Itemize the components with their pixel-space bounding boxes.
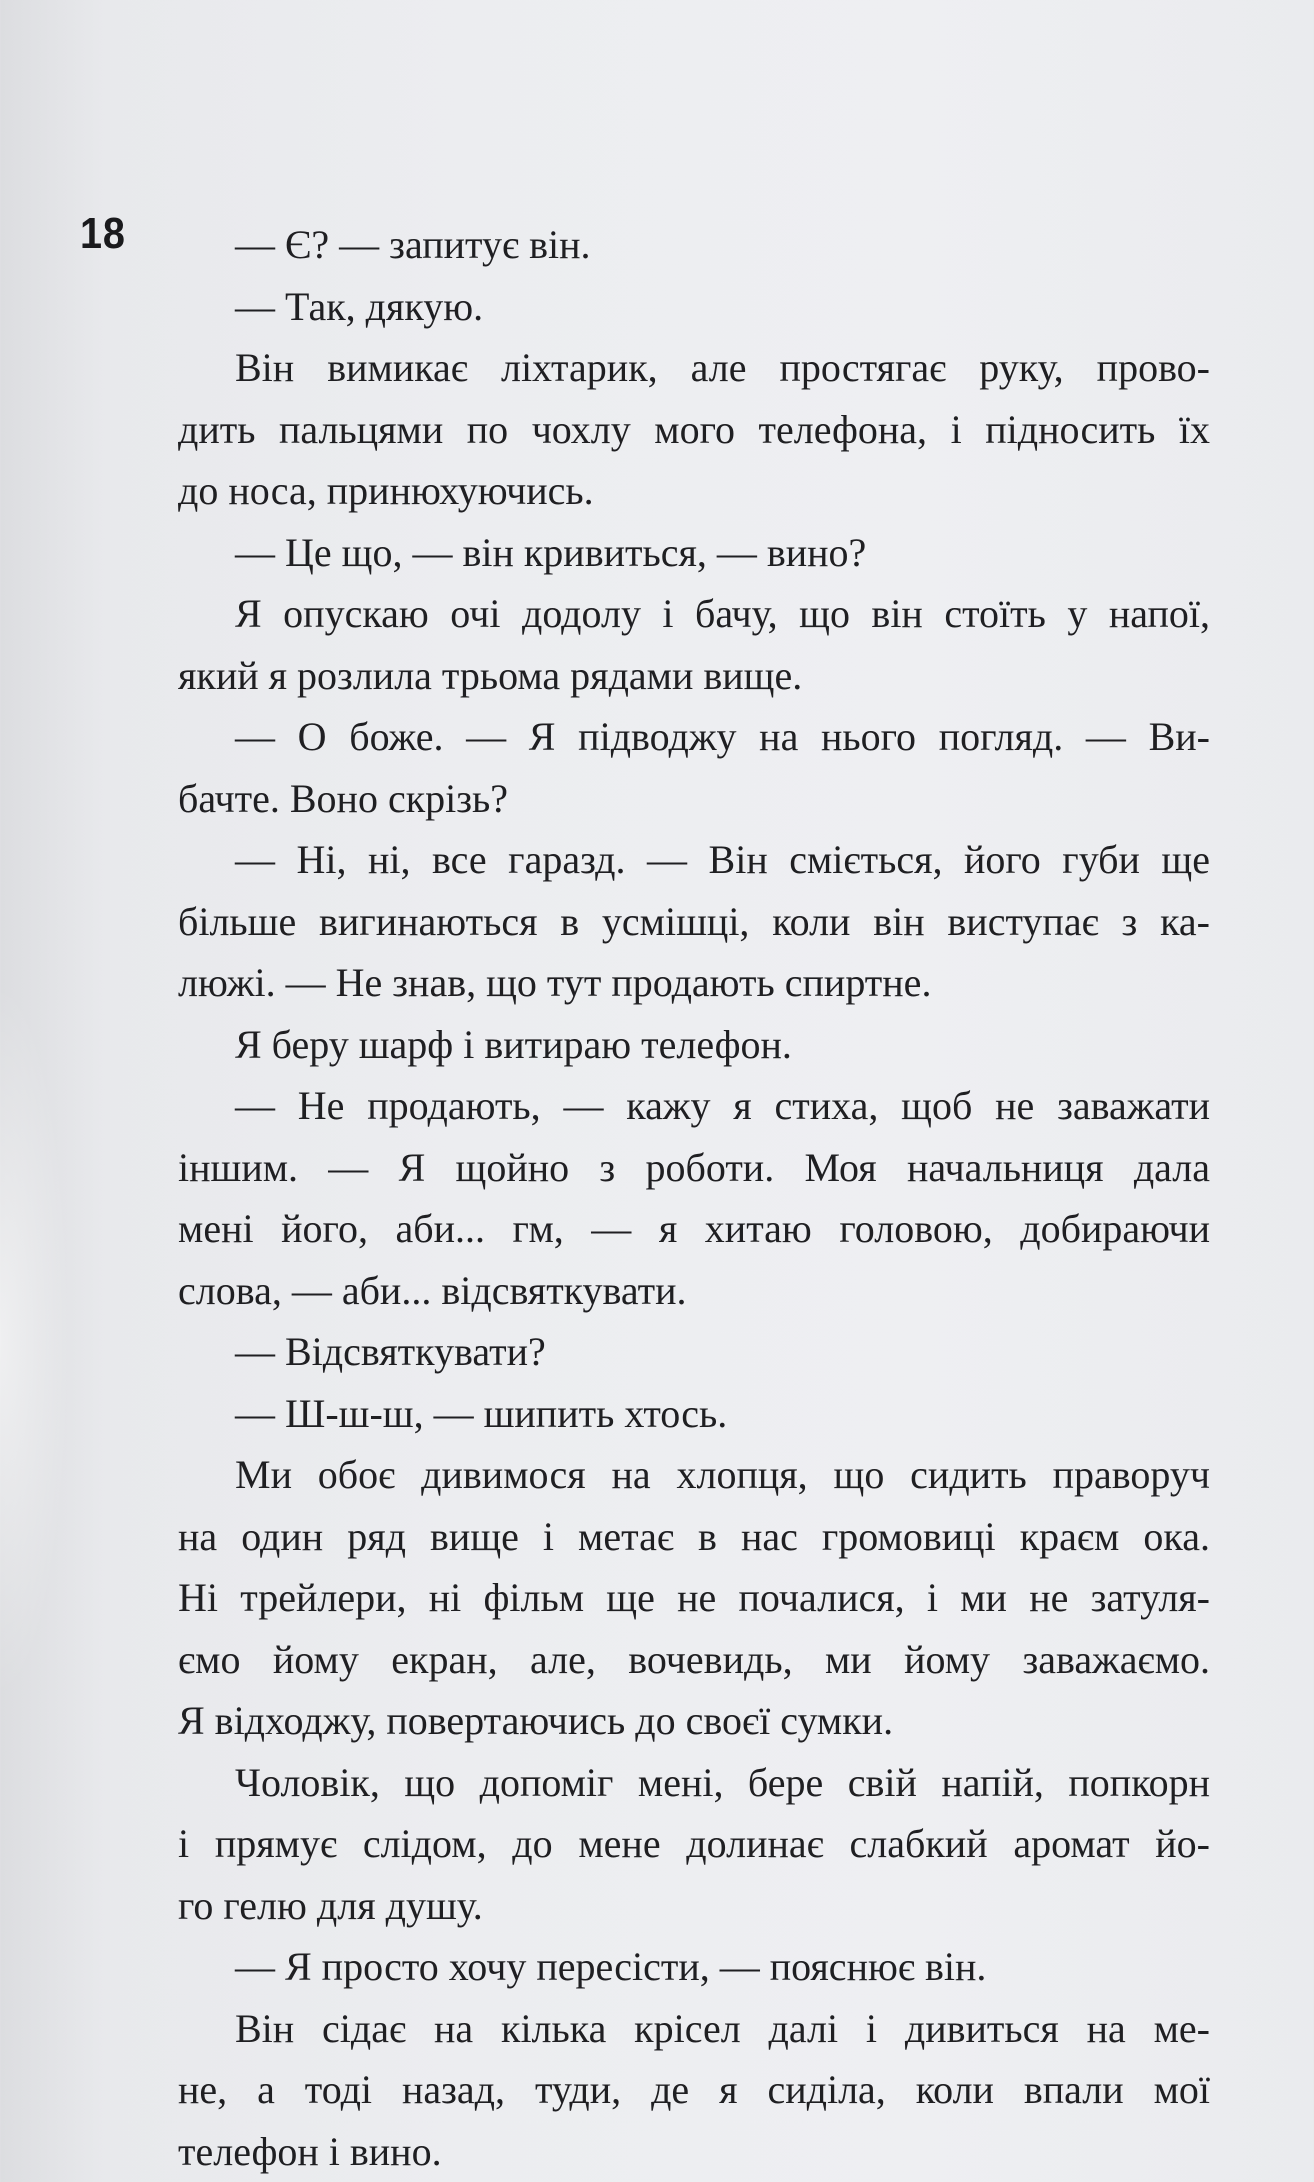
text-line: Я відходжу, повертаючись до своєї сумки. (178, 1690, 1210, 1752)
text-line: слова, — аби... відсвяткувати. (178, 1260, 1210, 1322)
page-number: 18 (80, 212, 126, 256)
text-line: Чоловік, що допоміг мені, бере свій напій, попкорн (178, 1752, 1210, 1814)
text-line: бачте. Воно скрізь? (178, 768, 1210, 830)
text-line: мені його, аби... гм, — я хитаю головою, добираючи (178, 1198, 1210, 1260)
text-line: — Ш-ш-ш, — шипить хтось. (178, 1383, 1210, 1445)
text-line: Ні трейлери, ні фільм ще не почалися, і ми не затуля- (178, 1567, 1210, 1629)
text-line: не, а тоді назад, туди, де я сиділа, коли впали мої (178, 2059, 1210, 2121)
text-line: дить пальцями по чохлу мого телефона, і підносить їх (178, 399, 1210, 461)
text-line: — Ні, ні, все гаразд. — Він сміється, його губи ще (178, 829, 1210, 891)
text-line: Він вимикає ліхтарик, але простягає руку, прово- (178, 337, 1210, 399)
text-line: — О боже. — Я підводжу на нього погляд. — Ви- (178, 706, 1210, 768)
body-text (178, 214, 1210, 2182)
text-line: — Є? — запитує він. (178, 214, 1210, 276)
text-line: го гелю для душу. (178, 1875, 1210, 1937)
text-line: — Так, дякую. (178, 276, 1210, 338)
text-line: — Це що, — він кривиться, — вино? (178, 522, 1210, 584)
text-line: ємо йому екран, але, вочевидь, ми йому заважаємо. (178, 1629, 1210, 1691)
text-line: Ми обоє дивимося на хлопця, що сидить праворуч (178, 1444, 1210, 1506)
text-line: люжі. — Не знав, що тут продають спиртне. (178, 952, 1210, 1014)
text-line: і прямує слідом, до мене долинає слабкий аромат йо- (178, 1813, 1210, 1875)
text-line: іншим. — Я щойно з роботи. Моя начальниця дала (178, 1137, 1210, 1199)
page-edge-highlight (0, 980, 70, 1700)
text-line: телефон і вино. (178, 2121, 1210, 2182)
text-line: — Не продають, — кажу я стиха, щоб не заважати (178, 1075, 1210, 1137)
text-line: Він сідає на кілька крісел далі і дивиться на ме- (178, 1998, 1210, 2060)
text-line: до носа, принюхуючись. (178, 460, 1210, 522)
text-line: який я розлила трьома рядами вище. (178, 645, 1210, 707)
text-line: більше вигинаються в усмішці, коли він виступає з ка- (178, 891, 1210, 953)
text-line: на один ряд вище і метає в нас громовиці краєм ока. (178, 1506, 1210, 1568)
text-line: Я беру шарф і витираю телефон. (178, 1014, 1210, 1076)
text-line: — Відсвяткувати? (178, 1321, 1210, 1383)
text-line: Я опускаю очі додолу і бачу, що він стоїть у напої, (178, 583, 1210, 645)
text-line: — Я просто хочу пересісти, — пояснює він. (178, 1936, 1210, 1998)
